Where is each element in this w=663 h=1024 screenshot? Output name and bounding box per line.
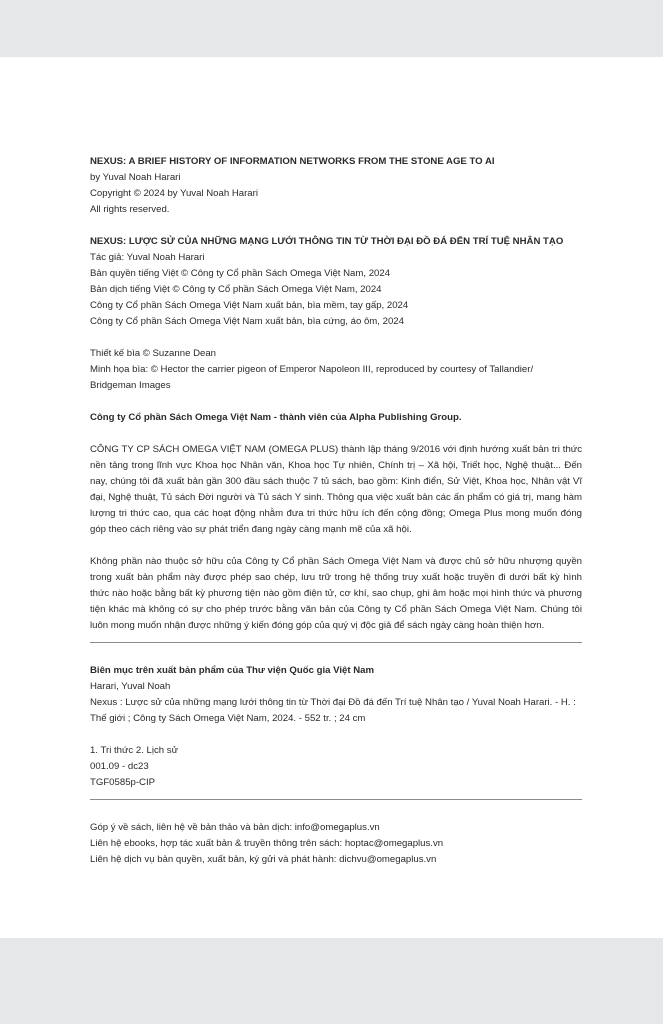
contact-line: Góp ý về sách, liên hệ về bản thảo và bản dịch: info@omegaplus.vn [90,822,380,833]
copyright-page [0,57,663,938]
cover-design-credit: Thiết kế bìa © Suzanne Dean [90,348,217,359]
contact-line: Liên hệ ebooks, hợp tác xuất bản & truyền thông trên sách: hoptac@omegaplus.vn [90,838,444,849]
cataloging-classification: 001.09 - dc23 [90,761,149,772]
cataloging-author: Harari, Yuval Noah [90,681,171,692]
contact-line: Liên hệ dịch vụ bản quyền, xuất bản, ký gửi và phát hành: dichvu@omegaplus.vn [90,854,437,865]
original-author: by Yuval Noah Harari [90,172,181,183]
cover-illustration-credit: Minh họa bìa: © Hector the carrier pigeon of Emperor Napoleon III, reproduced by courtesy of Tallandier/ Bridgeman Images [90,364,534,391]
publisher-membership: Công ty Cổ phần Sách Omega Việt Nam - thành viên của Alpha Publishing Group. [90,412,462,423]
vietnamese-line: Tác giả: Yuval Noah Harari [90,252,205,263]
publisher-about: CÔNG TY CP SÁCH OMEGA VIỆT NAM (OMEGA PLUS) thành lập tháng 9/2016 với định hướng xuất bản tri thức nền tảng trong lĩnh vực Khoa học Nhân văn, Khoa học Tự nhiên, Chính trị – Xã hội, Triết học, Nghệ thuật... Đến nay, chúng tôi đã xuất bản gần 300 đầu sách thuộc 7 tủ sách, bao gồm: Kinh điển, Sử Việt, Khoa học, Nhân vật Vĩ đại, Nghệ thuật, Tủ sách Đời người và Tủ sách Y sinh. Thông qua việc xuất bản các ấn phẩm có giá trị, mang hàm lượng tri thức cao, qua các hoạt động nhằm đưa tri thức hữu ích đến cộng đồng; Omega Plus mong muốn đóng góp theo cách riêng vào sự phát triển đang ngày càng mạnh mẽ của xã hội. [90,444,582,535]
original-rights: All rights reserved. [90,204,170,215]
cataloging-entry: Nexus : Lược sử của những mạng lưới thông tin từ Thời đại Đồ đá đến Trí tuệ Nhân tạo / Yuval Noah Harari. - H. : Thế giới ; Công ty Sách Omega Việt Nam, 2024. - 552 tr. ; 24 cm [90,697,576,724]
vietnamese-line: Công ty Cổ phần Sách Omega Việt Nam xuất bản, bìa mềm, tay gấp, 2024 [90,300,409,311]
vietnamese-title: NEXUS: LƯỢC SỬ CỦA NHỮNG MẠNG LƯỚI THÔNG TIN TỪ THỜI ĐẠI ĐỒ ĐÁ ĐẾN TRÍ TUỆ NHÂN TẠO [90,236,564,247]
cataloging-subjects: 1. Tri thức 2. Lịch sử [90,745,179,756]
copyright-notice: Không phần nào thuộc sở hữu của Công ty Cổ phần Sách Omega Việt Nam và được chủ sở hữu nhượng quyền trong xuất bản phẩm này được phép sao chép, lưu trữ trong hệ thống truy xuất hoặc truyền đi dưới bất kỳ hình thức nào hoặc bằng bất kỳ phương tiện nào gồm điện tử, cơ khí, sao chụp, ghi âm hoặc mọi hình thức và phương tiện khác mà không có sự cho phép trước bằng văn bản của Công ty Cổ phần Sách Omega Việt Nam. Chúng tôi luôn mong muốn nhận được những ý kiến đóng góp của quý vị độc giả để sách ngày càng hoàn thiện hơn. [90,556,582,631]
cataloging-code: TGF0585p-CIP [90,777,156,788]
original-title: NEXUS: A BRIEF HISTORY OF INFORMATION NETWORKS FROM THE STONE AGE TO AI [90,156,495,167]
page-content [90,154,582,868]
vietnamese-line: Bản quyền tiếng Việt © Công ty Cổ phần Sách Omega Việt Nam, 2024 [90,268,391,279]
vietnamese-line: Bản dịch tiếng Việt © Công ty Cổ phần Sách Omega Việt Nam, 2024 [90,284,382,295]
vietnamese-line: Công ty Cổ phần Sách Omega Việt Nam xuất bản, bìa cứng, áo ôm, 2024 [90,316,404,327]
original-copyright: Copyright © 2024 by Yuval Noah Harari [90,188,258,199]
cataloging-heading: Biên mục trên xuất bản phẩm của Thư viện Quốc gia Việt Nam [90,665,374,676]
